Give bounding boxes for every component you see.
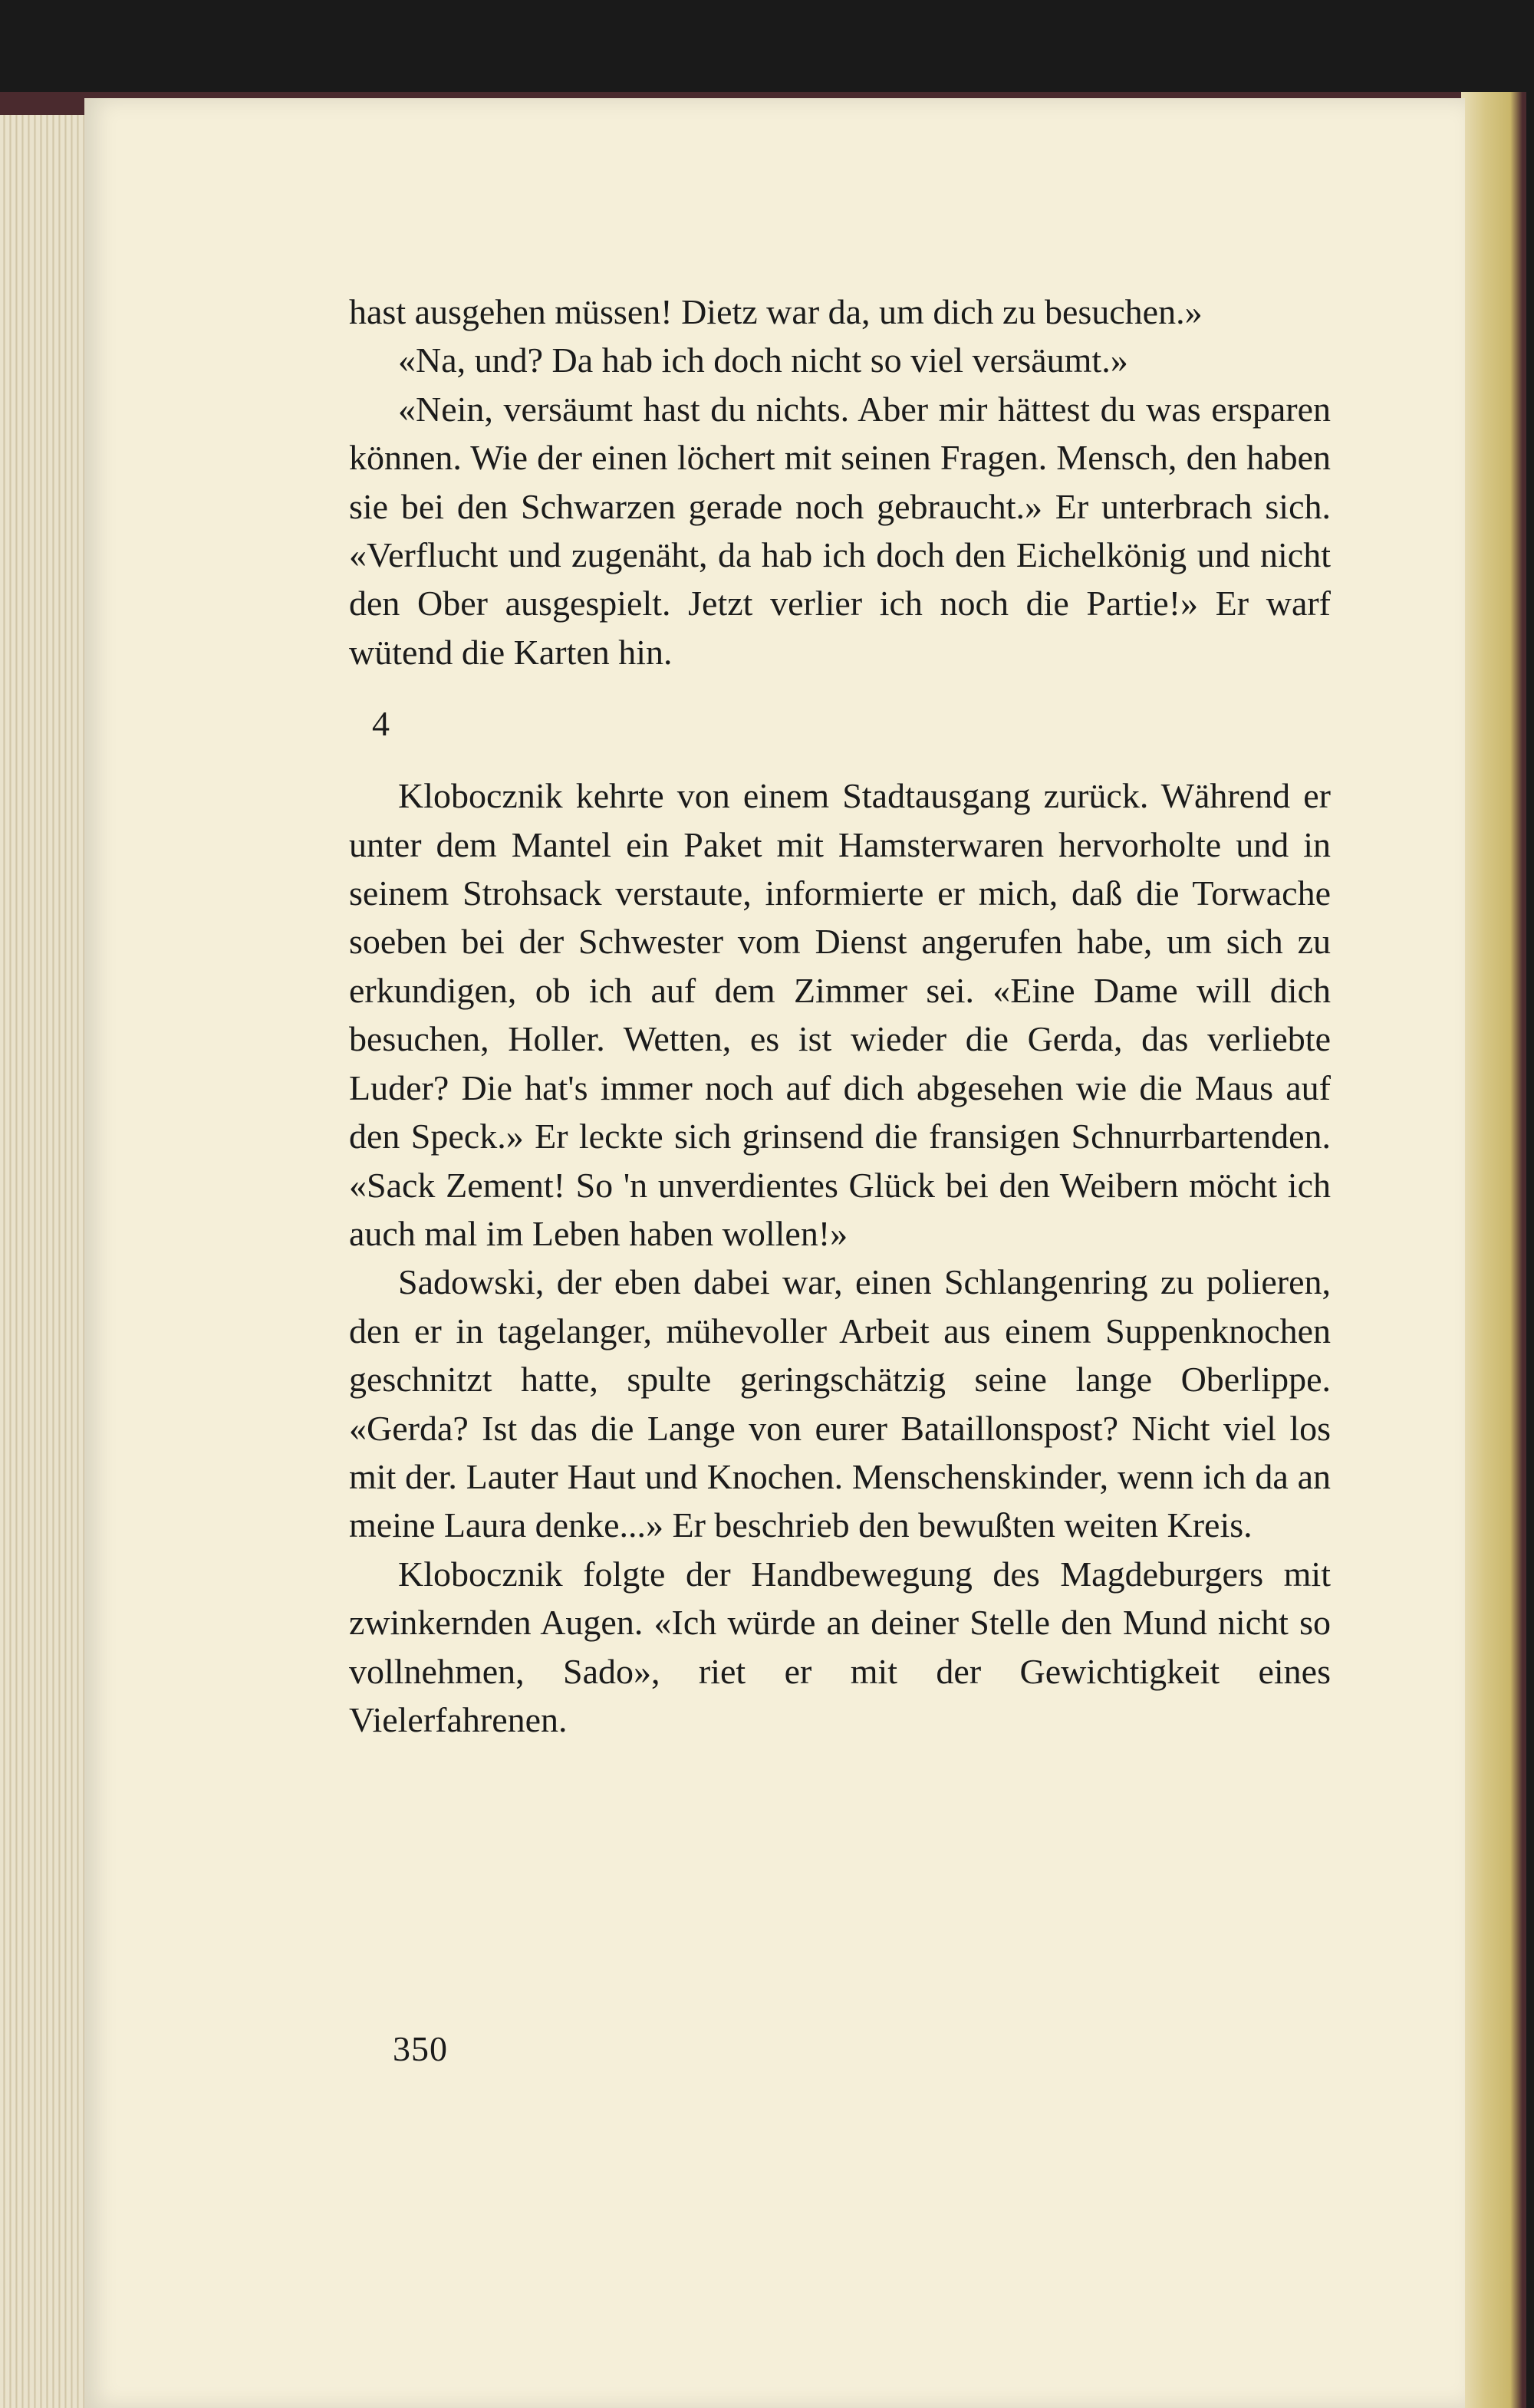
page-number: 350 — [393, 2029, 448, 2068]
paragraph: Klobocznik folgte der Handbewegung des Magdeburgers mit zwinkernden Augen. «Ich würde an deiner Stelle den Mund nicht so vollnehmen, Sado», riet er mit der Gewichtigkeit eines Vielerfahrenen. — [349, 1554, 1331, 1739]
paragraph: «Na, und? Da hab ich doch nicht so viel versäumt.» — [398, 340, 1128, 380]
section-number: 4 — [372, 704, 390, 744]
paragraph: «Nein, versäumt hast du nichts. Aber mir hättest du was ersparen können. Wie der einen löchert mit seinen Fragen. Mensch, den haben sie bei den Schwarzen gerade noch gebraucht.» Er unterbrach sich. «Verflucht und zugenäht, da hab ich doch den Eichelkönig und nicht den Ober ausgespielt. Jetzt verlier ich noch die Partie!» Er warf wütend die Karten hin. — [349, 389, 1331, 672]
right-page-edge — [1461, 92, 1522, 2408]
text-block — [349, 288, 1331, 1744]
page-edges — [0, 115, 92, 2408]
paragraph: Klobocznik kehrte von einem Stadtausgang zurück. Während er unter dem Mantel ein Paket mit Hamsterwaren hervorholte und in seinem Strohsack verstaute, informierte er mich, daß die Torwache soeben bei der Schwester vom Dienst angerufen habe, um sich zu erkundigen, ob ich auf dem Zimmer sei. «Eine Dame will dich besuchen, Holler. Wetten, es ist wieder die Gerda, das verliebte Luder? Die hat's immer noch auf dich abgesehen wie die Maus auf den Speck.» Er leckte sich grinsend die fransigen Schnurrbartenden. «Sack Zement! So 'n unverdientes Glück bei den Weibern möcht ich auch mal im Leben haben wollen!» — [349, 776, 1331, 1253]
paragraph: Sadowski, der eben dabei war, einen Schlangenring zu polieren, den er in tagelanger, mühevoller Arbeit aus einem Suppenknochen geschnitzt hatte, spulte geringschätzig seine lange Oberlippe. «Gerda? Ist das die Lange von eurer Bataillonspost? Nicht viel los mit der. Lauter Haut und Knochen. Menschenskinder, wenn ich da an meine Laura denke...» Er beschrieb den bewußten weiten Kreis. — [349, 1262, 1331, 1545]
paragraph: hast ausgehen müssen! Dietz war da, um dich zu besuchen.» — [349, 292, 1203, 331]
